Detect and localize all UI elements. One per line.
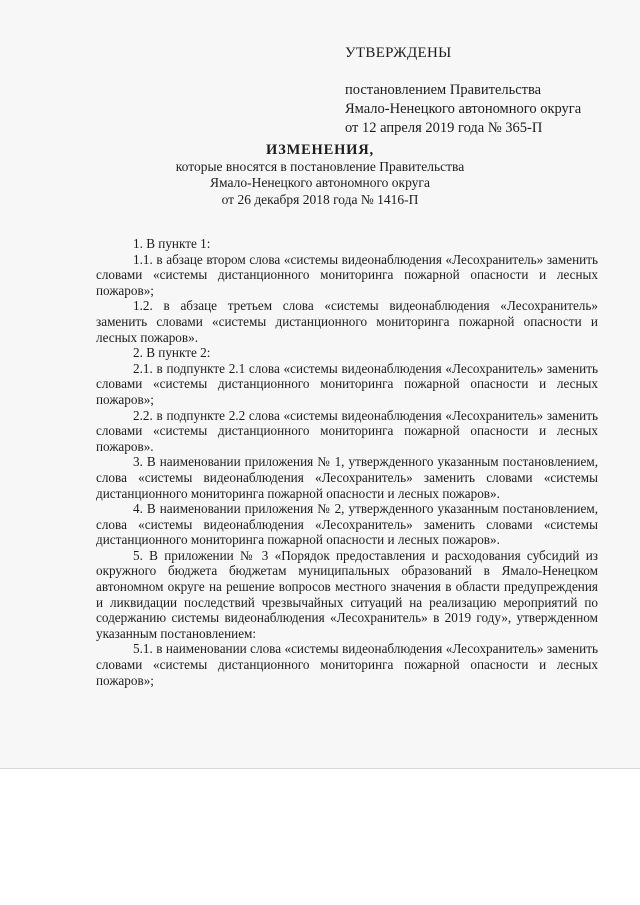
heading-line: Ямало-Ненецкого автономного округа xyxy=(210,175,430,190)
paragraph: 2.2. в подпункте 2.2 слова «системы видеонаблюдения «Лесохранитель» заменить словами «системы дистанционного мониторинга пожарной опасности и лесных пожаров». xyxy=(96,407,598,454)
paragraph: 2.1. в подпункте 2.1 слова «системы видеонаблюдения «Лесохранитель» заменить словами «системы дистанционного мониторинга пожарной опасности и лесных пожаров»; xyxy=(96,360,598,407)
paragraph: 1.2. в абзаце третьем слова «системы видеонаблюдения «Лесохранитель» заменить словами «системы дистанционного мониторинга пожарной опасности и лесных пожаров». xyxy=(96,298,598,345)
blank-area xyxy=(0,769,640,905)
paragraph: 5. В приложении № 3 «Порядок предоставления и расходования субсидий из окружного бюджета бюджетам муниципальных образований в Ямало-Ненецком автономном округе на решение вопросов местного значения в области предупреждения и ликвидации последствий чрезвычайных ситуаций на реализацию мероприятий по содержанию системы видеонаблюдения «Лесохранитель» в 2019 году», утвержденном указанным постановлением: xyxy=(96,547,598,641)
heading-main: ИЗМЕНЕНИЯ, xyxy=(266,142,374,158)
heading-line: которые вносятся в постановление Правительства xyxy=(175,158,465,174)
approval-title: УТВЕРЖДЕНЫ xyxy=(345,45,452,61)
paragraph: 2. В пункте 2: xyxy=(133,345,211,361)
document-body xyxy=(96,236,598,688)
approval-line: от 12 апреля 2019 года № 365-П xyxy=(345,120,543,136)
paragraph: 1.1. в абзаце втором слова «системы видеонаблюдения «Лесохранитель» заменить словами «системы дистанционного мониторинга пожарной опасности и лесных пожаров»; xyxy=(96,251,598,298)
paragraph: 1. В пункте 1: xyxy=(133,236,211,251)
approval-line: постановлением Правительства xyxy=(345,82,542,98)
paragraph: 3. В наименовании приложения № 1, утвержденного указанным постановлением, слова «системы видеонаблюдения «Лесохранитель» заменить словами «системы дистанционного мониторинга пожарной опасности и лесных пожаров». xyxy=(96,454,598,501)
document-heading xyxy=(0,142,640,208)
approval-line: Ямало-Ненецкого автономного округа xyxy=(345,101,582,117)
paragraph: 5.1. в наименовании слова «системы видеонаблюдения «Лесохранитель» заменить словами «системы дистанционного мониторинга пожарной опасности и лесных пожаров»; xyxy=(96,641,598,688)
heading-line: от 26 декабря 2018 года № 1416-П xyxy=(221,191,419,207)
approval-stamp xyxy=(345,44,581,138)
paragraph: 4. В наименовании приложения № 2, утвержденного указанным постановлением, слова «системы видеонаблюдения «Лесохранитель» заменить словами «системы дистанционного мониторинга пожарной опасности и лесных пожаров». xyxy=(96,501,598,548)
